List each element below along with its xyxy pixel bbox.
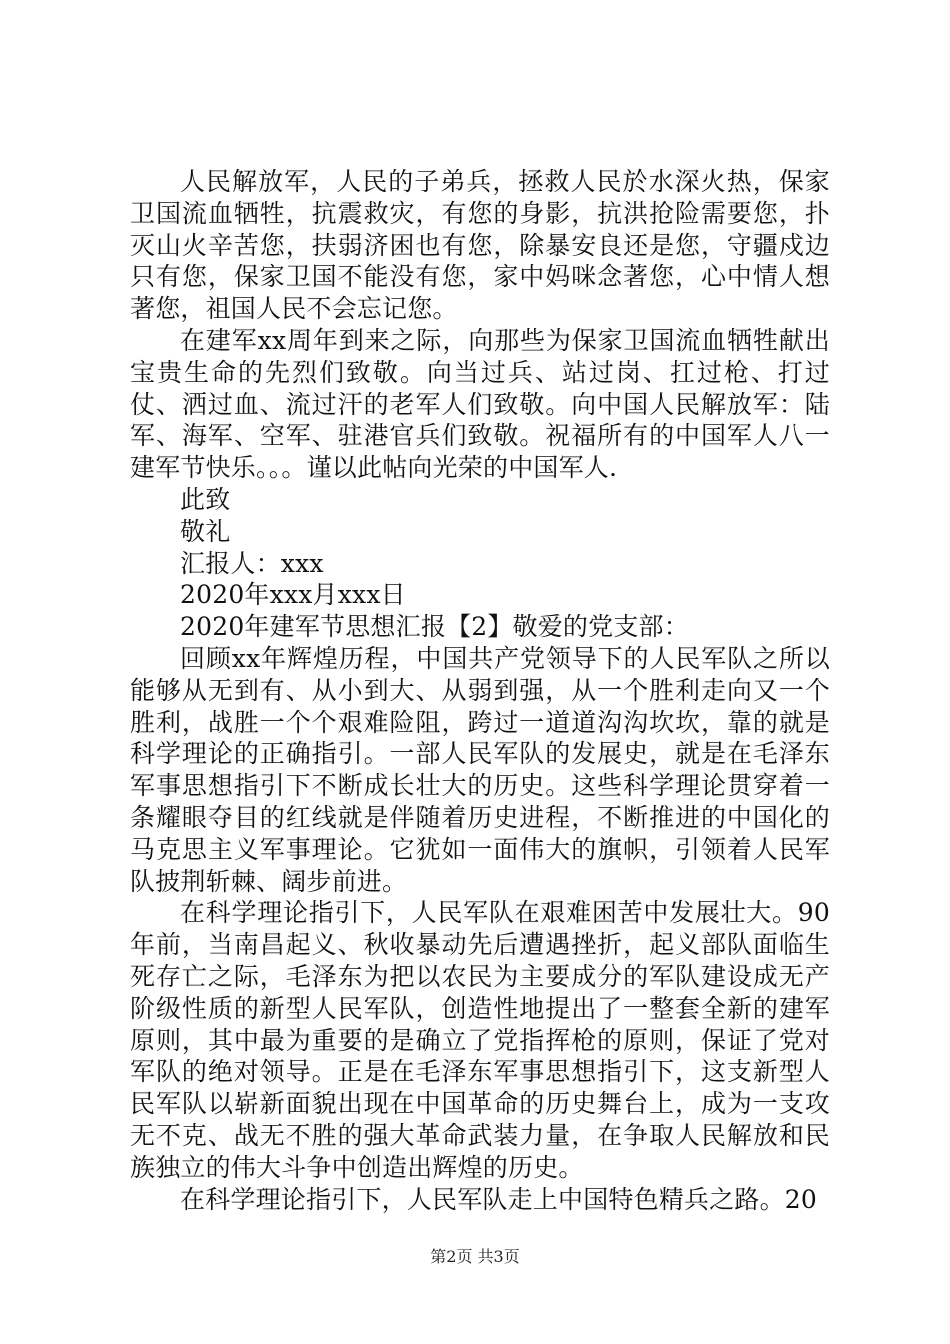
closing-salutation: 此致 [180,484,231,514]
paragraph: 在科学理论指引下，人民军队走上中国特色精兵之路。20 [180,1184,818,1214]
paragraph: 回顾xx年辉煌历程，中国共产党领导下的人民军队之所以能够从无到有、从小到大、从弱到强，从一个胜利走向又一个胜利，战胜一个个艰难险阻，跨过一道道沟沟坎坎，靠的就是科学理论的正确指引。一部人民军队的发展史，就是在毛泽东军事思想指引下不断成长壮大的历史。这些科学理论贯穿着一条耀眼夺目的红线就是伴随着历史进程，不断推进的中国化的马克思主义军事理论。它犹如一面伟大的旗帜，引领着人民军队披荆斩棘、阔步前进。 [130,643,830,896]
paragraph: 在科学理论指引下，人民军队在艰难困苦中发展壮大。90年前，当南昌起义、秋收暴动先后遭遇挫折，起义部队面临生死存亡之际，毛泽东为把以农民为主要成分的军队建设成无产阶级性质的新型人民军队，创造性地提出了一整套全新的建军原则，其中最为重要的是确立了党指挥枪的原则，保证了党对军队的绝对领导。正是在毛泽东军事思想指引下，这支新型人民军队以崭新面貌出现在中国革命的历史舞台上，成为一支攻无不克、战无不胜的强大革命武装力量，在争取人民解放和民族独立的伟大斗争中创造出辉煌的历史。 [130,898,830,1182]
page-number-footer: 第2页 共3页 [430,1247,520,1266]
reporter-line: 汇报人：xxx [180,548,324,578]
section-heading: 2020年建军节思想汇报【2】敬爱的党支部： [180,612,689,642]
document-body [130,166,830,1215]
paragraph: 在建军xx周年到来之际，向那些为保家卫国流血牺牲献出宝贵生命的先烈们致敬。向当过兵、站过岗、扛过枪、打过仗、洒过血、流过汗的老军人们致敬。向中国人民解放军：陆军、海军、空军、驻港官兵们致敬。祝福所有的中国军人八一建军节快乐。。。谨以此帖向光荣的中国军人. [130,325,830,483]
paragraph: 人民解放军，人民的子弟兵，拯救人民於水深火热，保家卫国流血牺牲，抗震救灾，有您的身影，抗洪抢险需要您，扑灭山火辛苦您，扶弱济困也有您，除暴安良还是您，守疆戍边只有您，保家卫国不能没有您，家中妈咪念著您，心中情人想著您，祖国人民不会忘记您。 [130,167,830,324]
closing-regards: 敬礼 [180,516,231,546]
date-line: 2020年xxx月xxx日 [180,580,406,610]
